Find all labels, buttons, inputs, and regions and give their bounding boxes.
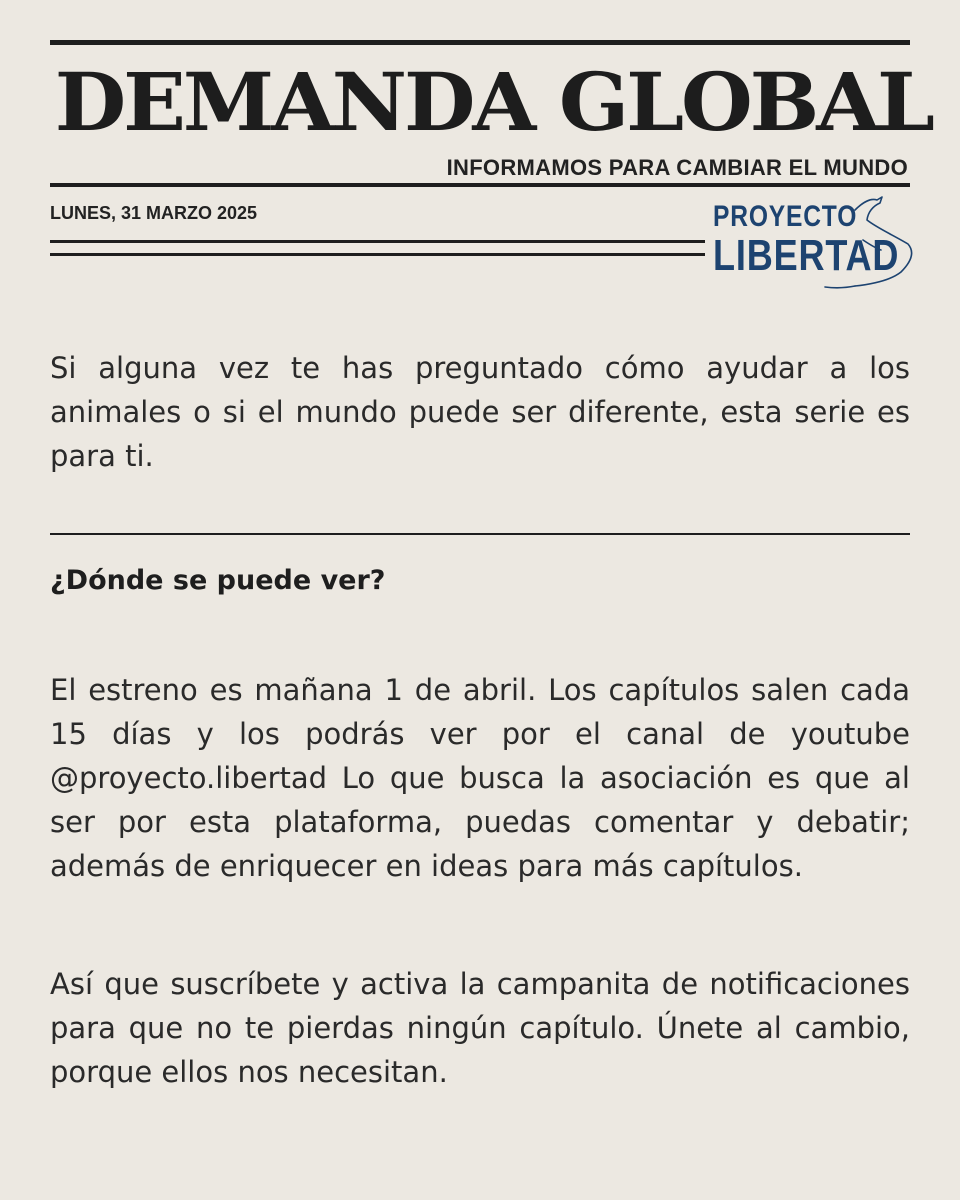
logo-text-line2: LIBERTAD bbox=[713, 231, 900, 280]
masthead-bottom-rule bbox=[50, 183, 910, 187]
date-double-rule-top bbox=[50, 240, 705, 243]
article-paragraph-2: Así que suscríbete y activa la campanita de notificaciones para que no te pierdas ningún capítulo. Únete al cambio, porque ellos nos necesitan. bbox=[50, 967, 910, 1089]
logo-text-line1: PROYECTO bbox=[713, 200, 858, 233]
masthead-title: DEMANDA GLOBAL bbox=[54, 55, 932, 149]
intro-paragraph: Si alguna vez te has preguntado cómo ayudar a los animales o si el mundo puede ser diferente, esta serie es para ti. bbox=[50, 351, 910, 473]
section-heading: ¿Dónde se puede ver? bbox=[50, 565, 386, 596]
date-double-rule-bottom bbox=[50, 253, 705, 256]
proyecto-libertad-logo bbox=[705, 192, 920, 297]
article-paragraph-1: El estreno es mañana 1 de abril. Los capítulos salen cada 15 días y los podrás ver por el canal de youtube @proyecto.libertad Lo que busca la asociación es que al ser por esta plataforma, puedas comentar y debatir; además de enriquecer en ideas para más capítulos. bbox=[50, 673, 910, 883]
masthead-top-rule bbox=[50, 40, 910, 45]
masthead-tagline: INFORMAMOS PARA CAMBIAR EL MUNDO bbox=[446, 155, 908, 180]
issue-date: LUNES, 31 MARZO 2025 bbox=[50, 203, 258, 223]
section-divider bbox=[50, 533, 910, 535]
